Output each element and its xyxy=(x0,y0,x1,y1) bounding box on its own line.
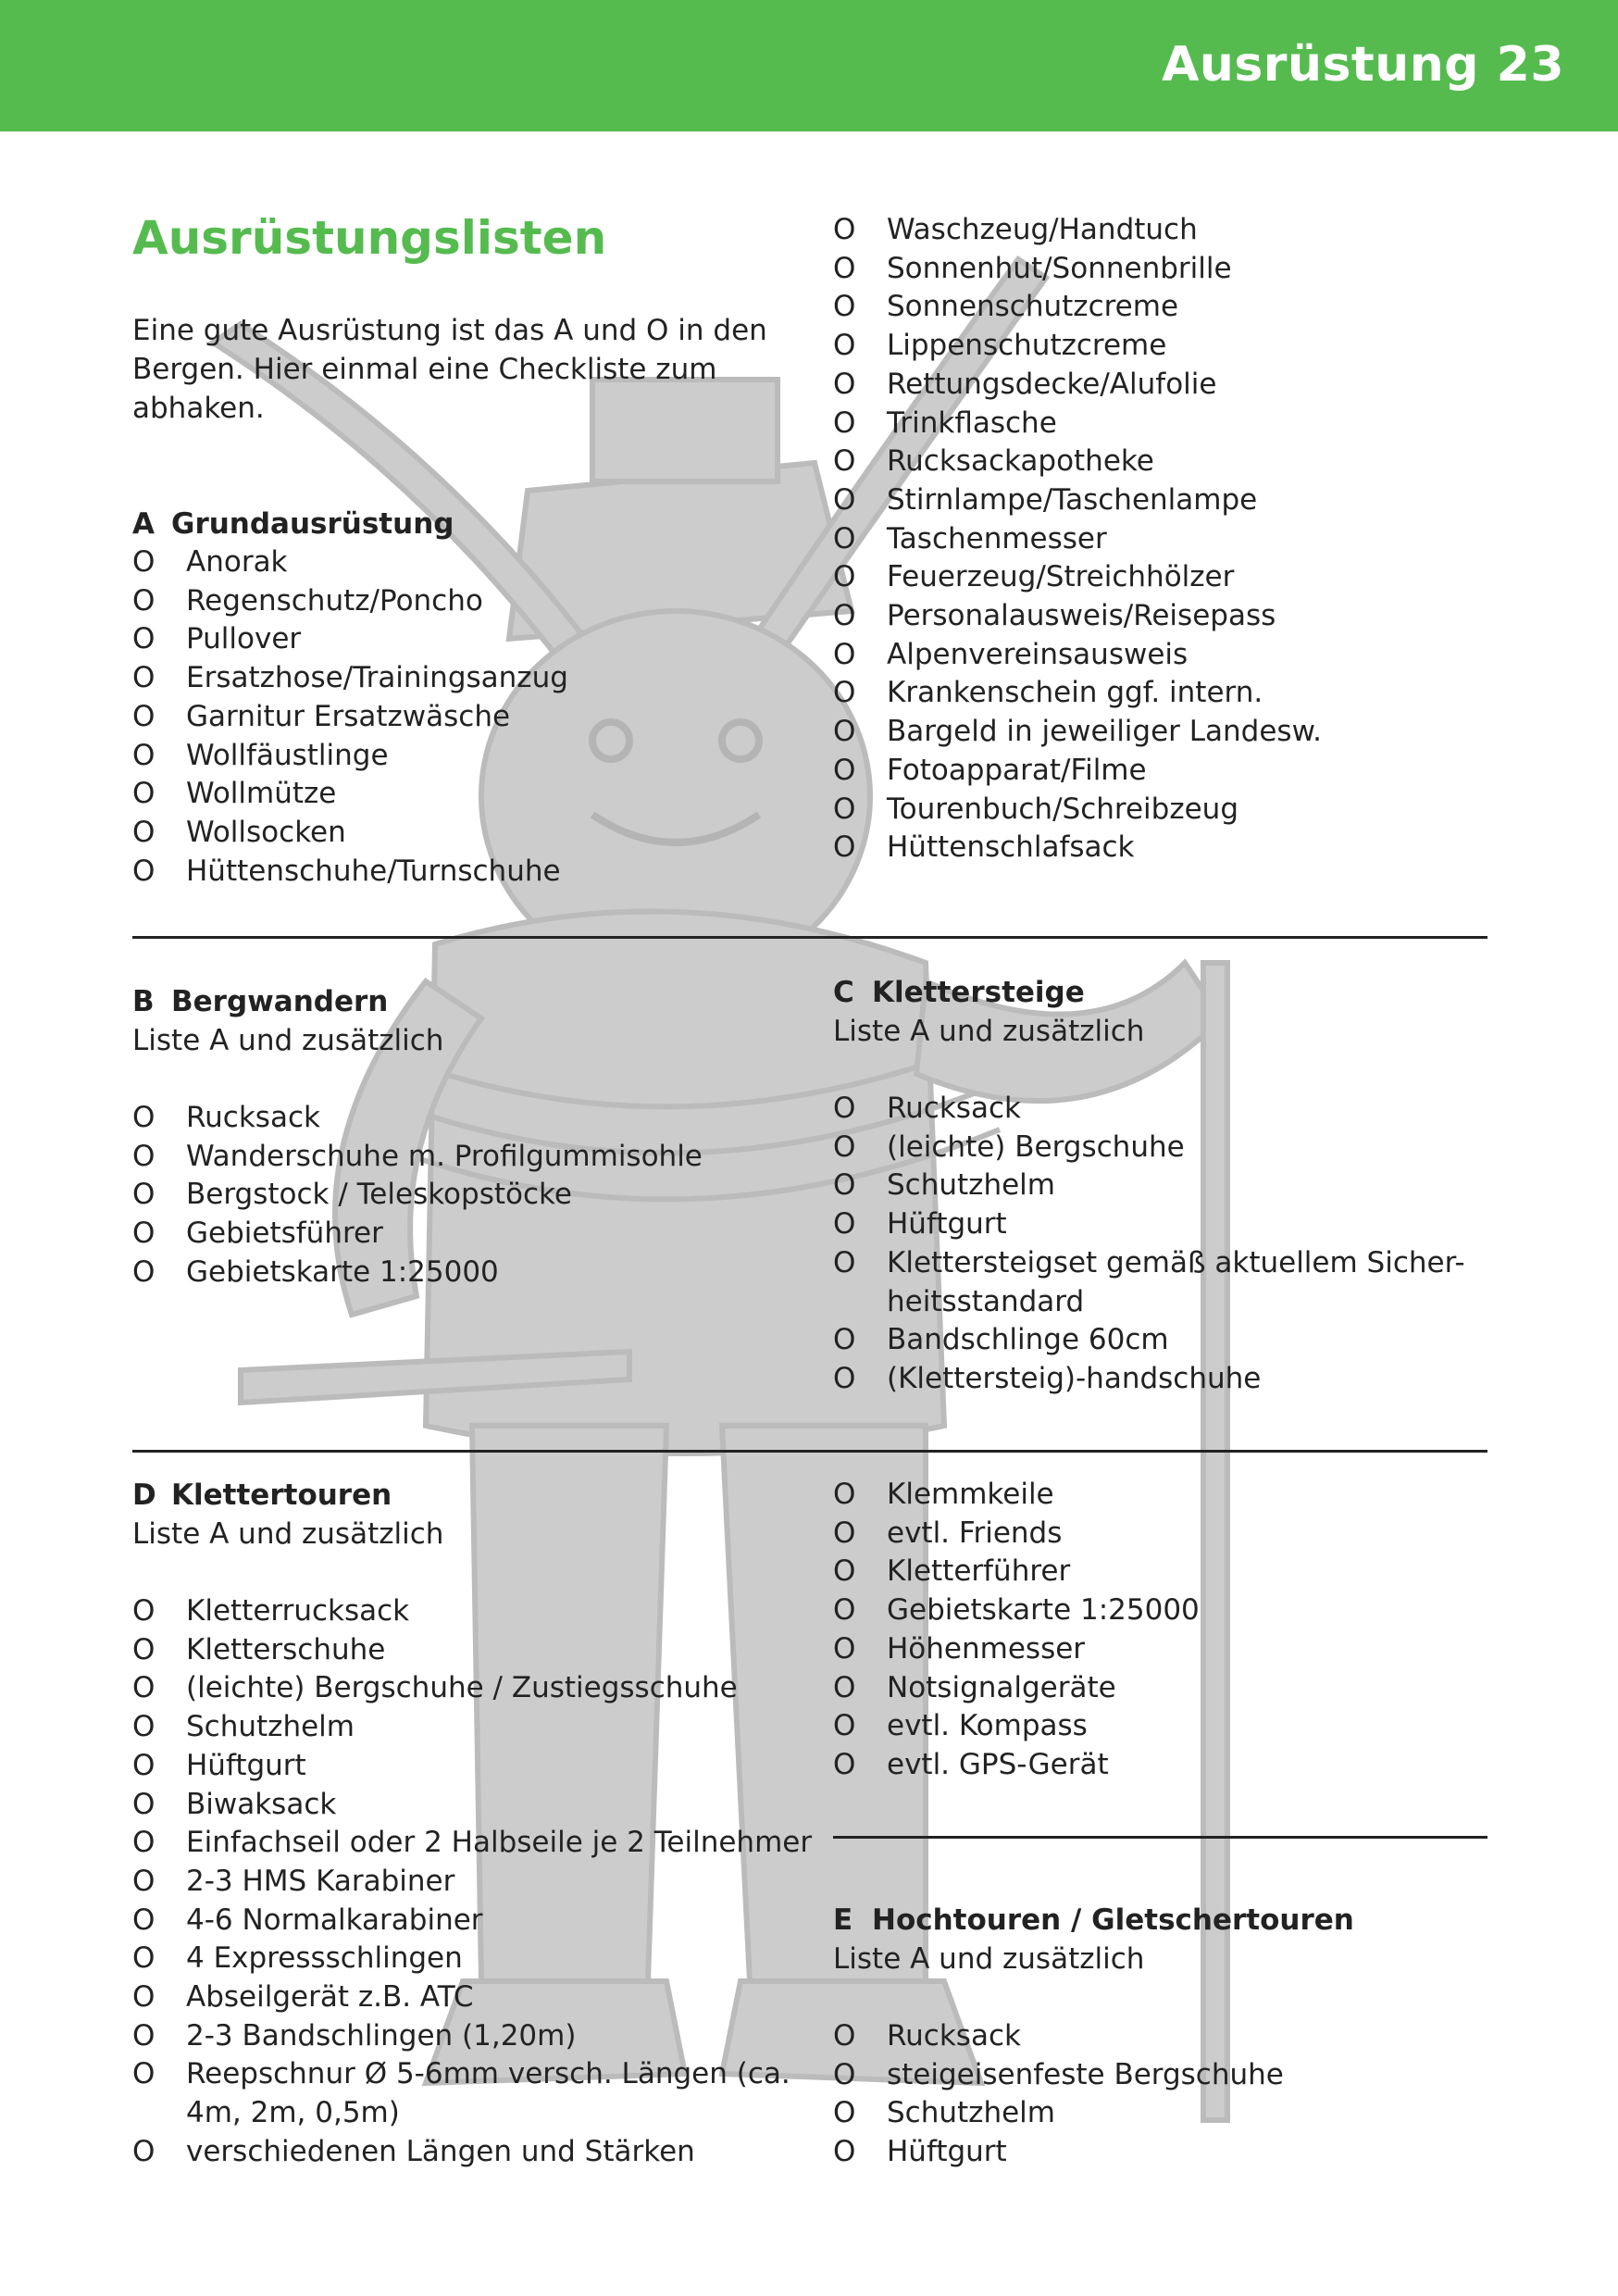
page-title: Ausrüstungslisten xyxy=(132,211,607,265)
checklist-item xyxy=(132,1863,817,1902)
checkbox-circle-icon: O xyxy=(132,1787,156,1821)
checkbox-circle-icon: O xyxy=(132,545,156,579)
section-c xyxy=(833,973,1481,1399)
checkbox-circle-icon: O xyxy=(132,1826,156,1860)
checklist-item-label: 2-3 HMS Karabiner xyxy=(186,1864,455,1898)
checkbox-circle-icon: O xyxy=(833,482,856,517)
checklist-item xyxy=(833,2133,1481,2172)
checklist-item xyxy=(132,1592,817,1631)
checklist-item xyxy=(833,366,1518,405)
checkbox-circle-icon: O xyxy=(132,699,156,733)
checklist-a-continued xyxy=(833,211,1518,867)
checklist-item xyxy=(833,713,1518,752)
section-letter: A xyxy=(132,507,155,541)
checklist-item xyxy=(833,752,1518,791)
checkbox-circle-icon: O xyxy=(132,1748,156,1782)
checklist-item xyxy=(132,2133,817,2172)
checkbox-circle-icon: O xyxy=(132,738,156,772)
checklist-item xyxy=(833,1707,1481,1746)
checkbox-circle-icon: O xyxy=(132,1710,156,1744)
checklist-item-label: Klettersteigset gemäß aktuellem Sicher-heitsstandard xyxy=(887,1245,1465,1318)
checklist-item xyxy=(833,1515,1481,1554)
checklist-item-label: Hüftgurt xyxy=(887,2135,1007,2169)
checklist-item-label: (leichte) Bergschuhe xyxy=(887,1129,1185,1164)
checklist-item-label: Kletterschuhe xyxy=(186,1632,386,1666)
checklist-item xyxy=(833,2094,1481,2133)
checklist-item-label: Anorak xyxy=(186,545,288,579)
checklist-item xyxy=(132,1902,817,1940)
section-a-heading xyxy=(132,505,817,543)
checklist-item xyxy=(132,1940,817,1978)
checkbox-circle-icon: O xyxy=(132,2057,156,2091)
checklist-d xyxy=(132,1592,817,2172)
checklist-item-label: 2-3 Bandschlingen (1,20m) xyxy=(186,2018,577,2053)
checklist-item xyxy=(833,597,1518,636)
section-subtitle: Liste A und zusätzlich xyxy=(132,1517,444,1551)
checklist-item xyxy=(132,853,817,892)
checklist-item-label: Personalausweis/Reisepass xyxy=(887,599,1276,633)
checklist-item-label: Waschzeug/Handtuch xyxy=(887,213,1198,246)
checklist-item xyxy=(833,636,1518,675)
checkbox-circle-icon: O xyxy=(833,1709,856,1743)
checkbox-circle-icon: O xyxy=(833,830,856,865)
checkbox-circle-icon: O xyxy=(132,1139,156,1173)
checklist-item xyxy=(833,1244,1481,1321)
checklist-item xyxy=(833,1669,1481,1708)
checklist-item xyxy=(132,698,817,737)
checklist-item-label: steigeisenfeste Bergschuhe xyxy=(887,2057,1284,2091)
checkbox-circle-icon: O xyxy=(833,2019,856,2053)
checkbox-circle-icon: O xyxy=(132,1178,156,1212)
section-subtitle: Liste A und zusätzlich xyxy=(132,1024,444,1057)
checklist-item-label: Hüftgurt xyxy=(887,1207,1007,1242)
checklist-item xyxy=(132,620,817,659)
checkbox-circle-icon: O xyxy=(833,1516,856,1550)
checklist-item xyxy=(833,1553,1481,1591)
checklist-item xyxy=(833,2017,1481,2056)
page-number-title: Ausrüstung 23 xyxy=(1162,37,1564,93)
section-subtitle: Liste A und zusätzlich xyxy=(833,1942,1145,1976)
section-title: Bergwandern xyxy=(171,985,389,1018)
checklist-item xyxy=(833,405,1518,443)
header-bar xyxy=(0,0,1618,131)
checklist-item-label: Schutzhelm xyxy=(186,1710,355,1744)
checkbox-circle-icon: O xyxy=(132,1217,156,1251)
section-e-heading xyxy=(833,1901,1481,1940)
checklist-item-label: Rettungsdecke/Alufolie xyxy=(887,367,1217,401)
checkbox-circle-icon: O xyxy=(833,2057,856,2091)
checklist-b xyxy=(132,1099,817,1292)
checklist-item-label: Notsignalgeräte xyxy=(887,1670,1116,1704)
checklist-item-label: Rucksack xyxy=(887,1092,1021,1125)
checkbox-circle-icon: O xyxy=(833,521,856,555)
checkbox-circle-icon: O xyxy=(833,251,856,285)
checkbox-circle-icon: O xyxy=(132,1980,156,2015)
checkbox-circle-icon: O xyxy=(132,1101,156,1134)
checkbox-circle-icon: O xyxy=(833,1207,856,1242)
checklist-item xyxy=(132,1978,817,2017)
checklist-e xyxy=(833,2017,1481,2172)
checkbox-circle-icon: O xyxy=(833,1245,856,1279)
checkbox-circle-icon: O xyxy=(833,406,856,440)
checklist-item xyxy=(132,1099,817,1138)
checklist-item-label: Abseilgerät z.B. ATC xyxy=(186,1980,474,2015)
checkbox-circle-icon: O xyxy=(833,2096,856,2130)
section-letter: B xyxy=(132,985,155,1018)
checklist-item-label: Tourenbuch/Schreibzeug xyxy=(887,792,1238,826)
checklist-item xyxy=(833,674,1518,713)
checkbox-circle-icon: O xyxy=(132,622,156,656)
checklist-item-label: Wollmütze xyxy=(186,777,337,811)
checklist-item xyxy=(833,1591,1481,1630)
section-c-heading xyxy=(833,973,1481,1012)
checklist-item-label: Bergstock / Teleskopstöcke xyxy=(186,1178,572,1212)
checkbox-circle-icon: O xyxy=(132,1903,156,1937)
section-letter: C xyxy=(833,976,854,1009)
intro-text: Eine gute Ausrüstung ist das A und O in den Bergen. Hier einmal eine Checkliste zum abhaken. xyxy=(132,314,767,425)
checklist-item xyxy=(132,1747,817,1786)
checklist-item-label: Klemmkeile xyxy=(887,1478,1054,1511)
checklist-item-label: (Klettersteig)-handschuhe xyxy=(887,1361,1262,1395)
checklist-item-label: Rucksackapotheke xyxy=(887,444,1154,479)
checklist-item-label: Gebietsführer xyxy=(186,1217,383,1251)
checklist-item-label: Gebietskarte 1:25000 xyxy=(887,1593,1200,1628)
checkbox-circle-icon: O xyxy=(132,1594,156,1628)
checklist-item-label: Feuerzeug/Streichhölzer xyxy=(887,560,1235,594)
checklist-item xyxy=(132,582,817,621)
checklist-item-label: Schutzhelm xyxy=(887,2096,1055,2130)
checklist-item xyxy=(833,829,1518,867)
section-a xyxy=(132,505,817,891)
checklist-item xyxy=(833,1476,1481,1515)
checklist-item-label: 4-6 Normalkarabiner xyxy=(186,1903,483,1937)
checklist-item xyxy=(833,327,1518,366)
checklist-item-label: Hüttenschlafsack xyxy=(887,830,1135,865)
checklist-item xyxy=(132,814,817,853)
checklist-item xyxy=(132,1669,817,1708)
checkbox-circle-icon: O xyxy=(833,1168,856,1203)
checklist-item xyxy=(132,1215,817,1254)
checklist-item xyxy=(833,1360,1481,1399)
section-b-heading xyxy=(132,982,817,1021)
checklist-item xyxy=(132,659,817,698)
checklist-item xyxy=(132,2055,817,2132)
checklist-item-label: Regenschutz/Poncho xyxy=(186,583,483,618)
checklist-item-label: Wanderschuhe m. Profilgummisohle xyxy=(186,1139,703,1173)
checklist-item-label: evtl. Friends xyxy=(887,1516,1063,1550)
checklist-item xyxy=(833,1129,1481,1167)
checklist-item-label: evtl. Kompass xyxy=(887,1709,1088,1743)
checklist-item xyxy=(132,1138,817,1177)
checklist-item-label: Lippenschutzcreme xyxy=(887,329,1167,363)
checklist-item xyxy=(132,1631,817,1670)
checklist-item-label: Kletterführer xyxy=(887,1554,1071,1589)
checklist-item xyxy=(132,1708,817,1747)
checklist-item-label: Einfachseil oder 2 Halbseile je 2 Teilnehmer xyxy=(186,1826,813,1860)
section-a-continued xyxy=(833,211,1518,867)
checklist-item-label: verschiedenen Längen und Stärken xyxy=(186,2134,695,2168)
checkbox-circle-icon: O xyxy=(132,1671,156,1705)
section-subtitle: Liste A und zusätzlich xyxy=(833,1015,1145,1048)
checklist-item-label: Gebietskarte 1:25000 xyxy=(186,1254,499,1289)
checklist-a xyxy=(132,543,817,891)
checklist-item-label: Alpenvereinsausweis xyxy=(887,637,1189,671)
checklist-item-label: Garnitur Ersatzwäsche xyxy=(186,699,511,733)
checklist-item-label: Wollfäustlinge xyxy=(186,738,389,772)
checkbox-circle-icon: O xyxy=(833,792,856,826)
checklist-item xyxy=(833,1167,1481,1205)
checklist-item-label: evtl. GPS-Gerät xyxy=(887,1747,1109,1781)
checklist-item-label: Trinkflasche xyxy=(887,406,1057,440)
checklist-item xyxy=(132,775,817,814)
checklist-item xyxy=(833,1321,1481,1360)
checklist-d-continued xyxy=(833,1476,1481,1785)
checklist-item-label: Hüftgurt xyxy=(186,1748,306,1782)
section-d xyxy=(132,1476,817,2172)
checkbox-circle-icon: O xyxy=(833,1670,856,1704)
checklist-item-label: Hüttenschuhe/Turnschuhe xyxy=(186,854,561,888)
checkbox-circle-icon: O xyxy=(833,213,856,246)
section-d-continued xyxy=(833,1476,1481,1785)
checklist-item-label: Taschenmesser xyxy=(887,521,1107,555)
checklist-item-label: Rucksack xyxy=(887,2019,1021,2053)
checklist-item-label: Sonnenschutzcreme xyxy=(887,290,1179,324)
divider xyxy=(132,1450,1487,1453)
section-letter: E xyxy=(833,1903,853,1937)
checkbox-circle-icon: O xyxy=(833,560,856,594)
checkbox-circle-icon: O xyxy=(833,1361,856,1395)
checklist-item xyxy=(132,1786,817,1825)
checkbox-circle-icon: O xyxy=(833,715,856,749)
checkbox-circle-icon: O xyxy=(833,1092,856,1125)
checkbox-circle-icon: O xyxy=(833,753,856,787)
checkbox-circle-icon: O xyxy=(132,583,156,618)
checklist-item xyxy=(833,481,1518,520)
checkbox-circle-icon: O xyxy=(132,1632,156,1666)
section-title: Klettertouren xyxy=(171,1479,392,1512)
checklist-item xyxy=(833,1205,1481,1244)
section-title: Klettersteige xyxy=(872,976,1085,1009)
checklist-item-label: Schutzhelm xyxy=(887,1168,1055,1203)
checklist-item-label: Stirnlampe/Taschenlampe xyxy=(887,482,1258,517)
checklist-item-label: Krankenschein ggf. intern. xyxy=(887,676,1263,710)
section-e xyxy=(833,1901,1481,2172)
checkbox-circle-icon: O xyxy=(833,676,856,710)
checkbox-circle-icon: O xyxy=(833,1593,856,1628)
checklist-item xyxy=(833,211,1518,250)
checklist-item-label: Wollsocken xyxy=(186,815,346,849)
checklist-item xyxy=(833,1630,1481,1669)
section-title: Hochtouren / Gletschertouren xyxy=(872,1903,1354,1937)
checkbox-circle-icon: O xyxy=(833,1478,856,1511)
checkbox-circle-icon: O xyxy=(132,1254,156,1289)
checklist-item-label: (leichte) Bergschuhe / Zustiegsschuhe xyxy=(186,1671,738,1705)
checkbox-circle-icon: O xyxy=(833,1323,856,1357)
checkbox-circle-icon: O xyxy=(132,1864,156,1898)
checklist-item-label: Fotoapparat/Filme xyxy=(887,753,1147,787)
section-b xyxy=(132,982,817,1292)
checklist-item-label: Kletterrucksack xyxy=(186,1594,410,1628)
checkbox-circle-icon: O xyxy=(833,1554,856,1589)
checklist-item xyxy=(132,1254,817,1292)
checklist-item-label: Bandschlinge 60cm xyxy=(887,1323,1169,1357)
checkbox-circle-icon: O xyxy=(833,290,856,324)
checklist-item xyxy=(132,737,817,776)
checklist-item xyxy=(833,791,1518,830)
checklist-item xyxy=(833,520,1518,559)
checklist-item-label: Rucksack xyxy=(186,1101,320,1134)
checklist-item xyxy=(833,288,1518,327)
checklist-item-label: Biwaksack xyxy=(186,1787,337,1821)
divider xyxy=(833,1836,1487,1839)
checklist-item xyxy=(132,543,817,582)
checkbox-circle-icon: O xyxy=(833,637,856,671)
checklist-item-label: Bargeld in jeweiliger Landesw. xyxy=(887,715,1322,749)
checklist-item xyxy=(833,250,1518,289)
checklist-item xyxy=(132,1176,817,1215)
checklist-item xyxy=(833,1090,1481,1129)
checkbox-circle-icon: O xyxy=(132,854,156,888)
checkbox-circle-icon: O xyxy=(132,777,156,811)
checklist-item-label: Reepschnur Ø 5-6mm versch. Längen (ca. 4m, 2m, 0,5m) xyxy=(186,2057,790,2130)
checkbox-circle-icon: O xyxy=(132,2018,156,2053)
checklist-c xyxy=(833,1090,1481,1399)
checklist-item xyxy=(833,1746,1481,1785)
checkbox-circle-icon: O xyxy=(833,2135,856,2169)
section-d-heading xyxy=(132,1476,817,1515)
checklist-item-label: Pullover xyxy=(186,622,302,656)
section-title: Grundausrüstung xyxy=(171,507,454,541)
checkbox-circle-icon: O xyxy=(833,367,856,401)
section-letter: D xyxy=(132,1479,156,1512)
checklist-item xyxy=(833,2056,1481,2095)
checkbox-circle-icon: O xyxy=(833,1129,856,1164)
checkbox-circle-icon: O xyxy=(833,329,856,363)
checkbox-circle-icon: O xyxy=(833,1631,856,1666)
checklist-item xyxy=(132,2017,817,2056)
divider xyxy=(132,936,1487,939)
checkbox-circle-icon: O xyxy=(132,661,156,695)
checkbox-circle-icon: O xyxy=(132,2134,156,2168)
checklist-item-label: Sonnenhut/Sonnenbrille xyxy=(887,251,1232,285)
checklist-item xyxy=(833,558,1518,597)
checkbox-circle-icon: O xyxy=(132,815,156,849)
checkbox-circle-icon: O xyxy=(833,444,856,479)
checklist-item-label: Ersatzhose/Trainingsanzug xyxy=(186,661,568,695)
checklist-item-label: 4 Expressschlingen xyxy=(186,1941,463,1976)
checkbox-circle-icon: O xyxy=(833,1747,856,1781)
checklist-item-label: Höhenmesser xyxy=(887,1631,1086,1666)
checkbox-circle-icon: O xyxy=(833,599,856,633)
checkbox-circle-icon: O xyxy=(132,1941,156,1976)
checklist-item xyxy=(132,1824,817,1863)
checklist-item xyxy=(833,443,1518,481)
